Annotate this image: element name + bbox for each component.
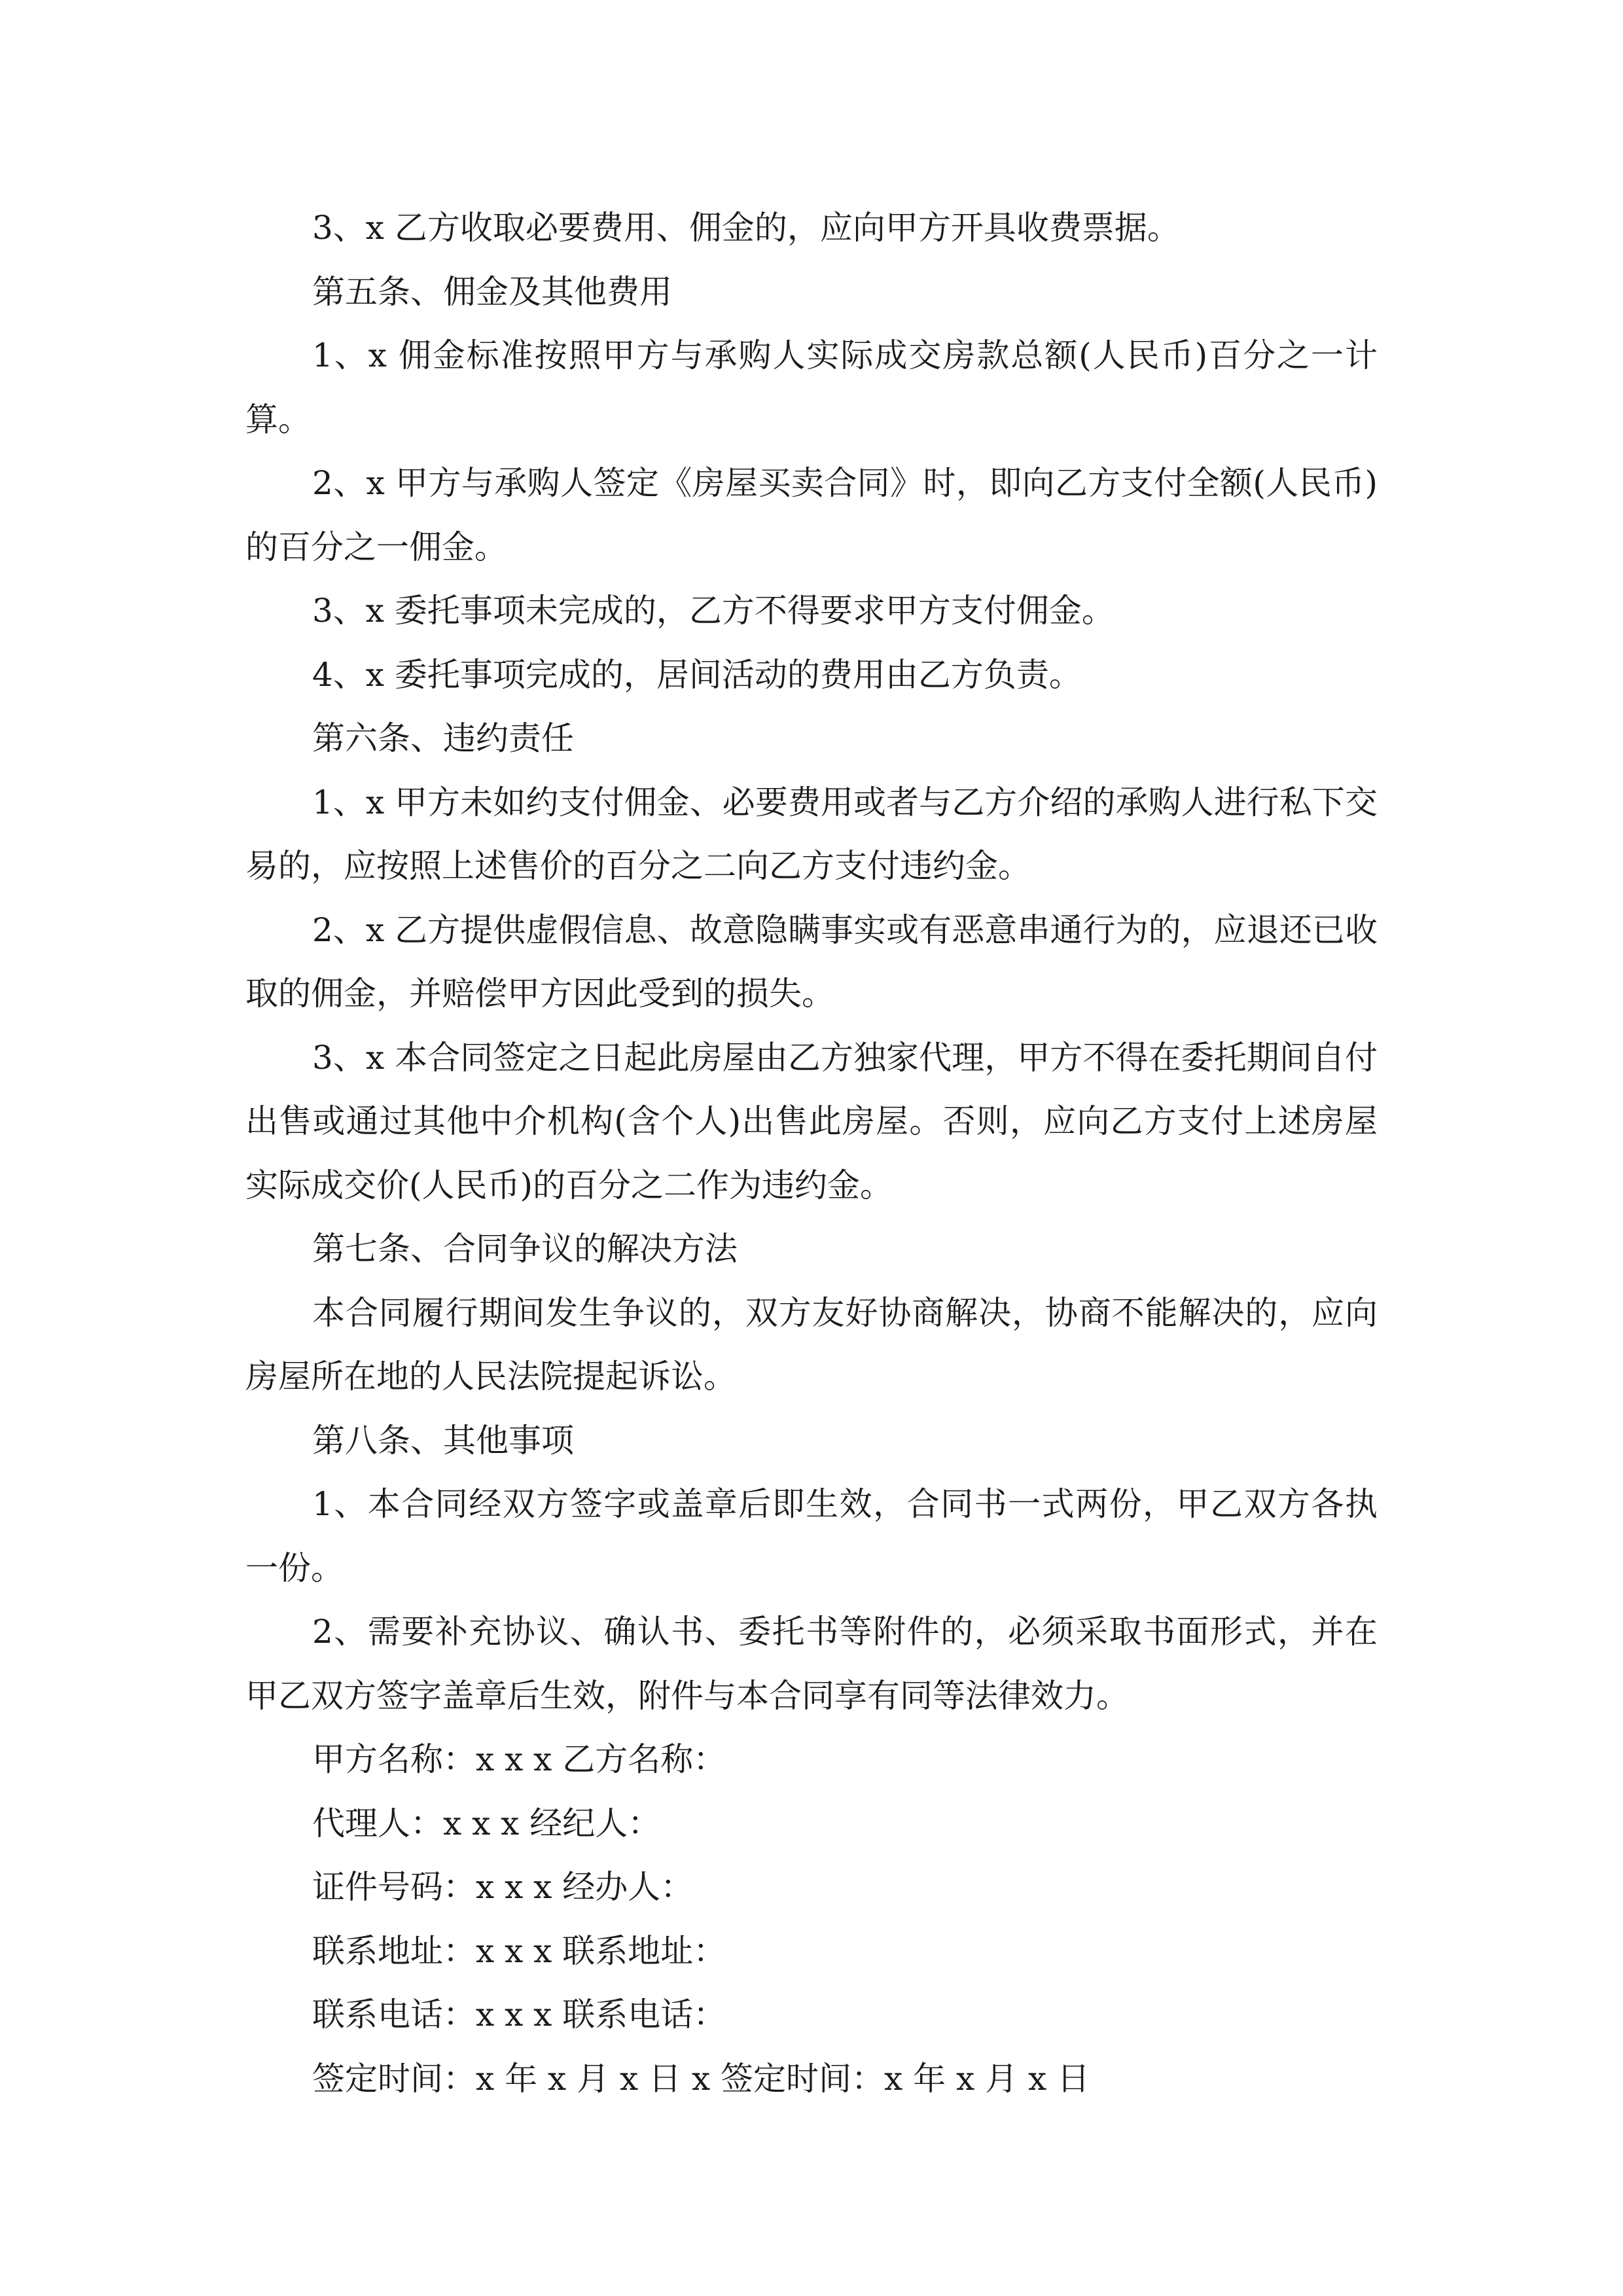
agent-line: 代理人：x x x 经纪人： <box>312 1804 661 1842</box>
article-8-heading: 第八条、其他事项 <box>312 1421 574 1460</box>
article-7-heading: 第七条、合同争议的解决方法 <box>312 1230 738 1268</box>
party-names-line: 甲方名称：x x x 乙方名称： <box>312 1740 726 1778</box>
address-line: 联系地址：x x x 联系地址： <box>312 1931 726 1970</box>
clause-8-2: 2、需要补充协议、确认书、委托书等附件的，必须采取书面形式，并在甲乙双方签字盖章后生效，附件与本合同享有同等法律效力。 <box>245 1613 1378 1715</box>
id-number-line: 证件号码：x x x 经办人： <box>312 1868 694 1906</box>
clause-5-1-4: 4、x 委托事项完成的，居间活动的费用由乙方负责。 <box>312 655 1082 694</box>
clause-7-body: 本合同履行期间发生争议的，双方友好协商解决，协商不能解决的，应向房屋所在地的人民法院提起诉讼。 <box>245 1293 1378 1395</box>
document-body <box>245 196 1378 2111</box>
clause-6-1: 1、x 甲方未如约支付佣金、必要费用或者与乙方介绍的承购人进行私下交易的，应按照上述售价的百分之二向乙方支付违约金。 <box>245 783 1378 885</box>
clause-8-1: 1、本合同经双方签字或盖章后即生效，合同书一式两份，甲乙双方各执一份。 <box>245 1485 1378 1587</box>
clause-6-3: 3、x 本合同签定之日起此房屋由乙方独家代理，甲方不得在委托期间自付出售或通过其他中介机构(含个人)出售此房屋。否则，应向乙方支付上述房屋实际成交价(人民币)的百分之二作为违约金。 <box>245 1038 1378 1204</box>
clause-5-1-3: 3、x 委托事项未完成的，乙方不得要求甲方支付佣金。 <box>312 592 1115 630</box>
clause-5-1-1: 1、x 佣金标准按照甲方与承购人实际成交房款总额(人民币)百分之一计算。 <box>245 336 1378 439</box>
article-5-heading: 第五条、佣金及其他费用 <box>312 272 672 311</box>
clause-5-3: 3、x 乙方收取必要费用、佣金的，应向甲方开具收费票据。 <box>312 209 1180 247</box>
clause-5-1-2: 2、x 甲方与承购人签定《房屋买卖合同》时，即向乙方支付全额(人民币)的百分之一佣金。 <box>245 464 1378 566</box>
phone-line: 联系电话：x x x 联系电话： <box>312 1996 726 2034</box>
clause-6-2: 2、x 乙方提供虚假信息、故意隐瞒事实或有恶意串通行为的，应退还已收取的佣金，并赔偿甲方因此受到的损失。 <box>245 910 1378 1013</box>
article-6-heading: 第六条、违约责任 <box>312 719 574 757</box>
signing-date-line: 签定时间：x 年 x 月 x 日 x 签定时间：x 年 x 月 x 日 <box>312 2059 1090 2098</box>
